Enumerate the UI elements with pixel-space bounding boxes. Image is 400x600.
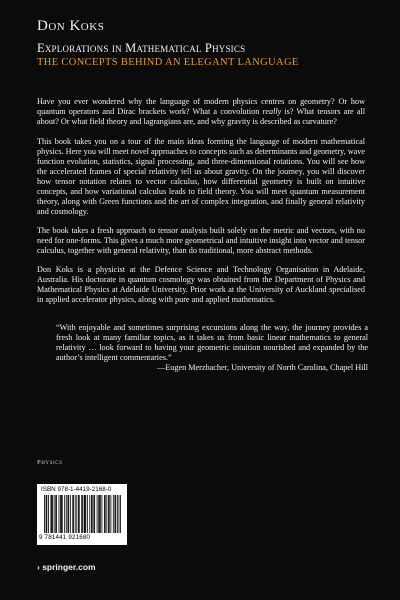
barcode-bar [51, 495, 52, 533]
barcode-bar [52, 495, 53, 533]
barcode-bar [46, 495, 47, 533]
barcode-bar [60, 495, 61, 533]
barcode-bar [99, 495, 100, 533]
barcode-bar [115, 495, 116, 533]
barcode-bar [89, 495, 90, 533]
barcode-bar [87, 495, 88, 533]
barcode-bar [98, 495, 99, 533]
barcode-bar [102, 495, 103, 533]
barcode-bar [115, 495, 116, 533]
barcode-bar [66, 495, 67, 533]
barcode-bar [85, 495, 86, 533]
barcode-bars [44, 495, 121, 533]
barcode-bar [105, 495, 106, 533]
review-attribution: —Eugen Merzbacher, University of North Carolina, Chapel Hill [157, 363, 368, 372]
barcode-bar [70, 495, 71, 533]
barcode-bar [81, 495, 82, 533]
barcode-bar [44, 495, 45, 533]
barcode-bar [119, 495, 120, 533]
barcode-bar [56, 495, 57, 533]
barcode-bar [79, 495, 80, 533]
barcode-bar [108, 495, 109, 533]
barcode-bar [104, 495, 105, 533]
barcode-bar [110, 495, 111, 533]
barcode-bar [61, 495, 62, 533]
barcode-bar [94, 495, 95, 533]
barcode-bar [84, 495, 85, 533]
barcode-bar [113, 495, 114, 533]
barcode-bar [48, 495, 49, 533]
barcode-bar [100, 495, 101, 533]
barcode-bar [50, 495, 51, 533]
barcode-bar [92, 495, 93, 533]
barcode-digits: 9 781441 921680 [39, 534, 91, 541]
book-title: Explorations in Mathematical Physics [37, 41, 246, 55]
barcode-bar [85, 495, 86, 533]
barcode-bar [68, 495, 69, 533]
emphasis-really: really [262, 107, 282, 116]
barcode-bar [76, 495, 77, 533]
barcode-bar [93, 495, 94, 533]
barcode-bar [75, 495, 76, 533]
isbn-label: ISBN 978-1-4419-2168-0 [41, 486, 112, 493]
blurb-paragraph-intro: Have you ever wondered why the language of modern physics centres on geometry? Or how quantum operators and Dirac brackets work? What a convolution really is? What tensors are all about? Or what field theory and lagrangians are, and why gravity is described as curvature? [37, 97, 365, 126]
barcode-bar [106, 495, 107, 533]
publisher-link[interactable]: › springer.com [37, 562, 96, 572]
barcode-bar [91, 495, 92, 533]
barcode-bar [73, 495, 74, 533]
barcode-bar [120, 495, 121, 533]
category-label: Physics [37, 459, 63, 466]
barcode-bar [62, 495, 63, 533]
author-bio: Don Koks is a physicist at the Defence Science and Technology Organisation in Adelaide, Australia. His doctorate in quantum cosmology was obtained from the Department of Physics and Mathematical Physics at Adelaide University. Prior work at the University of Auckland specialised in applied accelerator physics, along with pure and applied mathematics. [37, 265, 365, 304]
blurb [37, 97, 368, 373]
barcode-bar [59, 495, 60, 533]
barcode-bar [82, 495, 83, 533]
barcode-bar [97, 495, 98, 533]
barcode-bar [54, 495, 55, 533]
barcode-bar [109, 495, 110, 533]
blurb-paragraph-tensors: The book takes a fresh approach to tensor analysis built solely on the metric and vectors, with no need for one-forms. This gives a much more geometrical and intuitive insight into vector and tensor calculus, together with general relativity, than do traditional, more abstract methods. [37, 226, 365, 255]
barcode-bar [46, 495, 47, 533]
book-subtitle: THE CONCEPTS BEHIND AN ELEGANT LANGUAGE [37, 57, 299, 68]
barcode-bar [72, 495, 73, 533]
barcode-bar [117, 495, 118, 533]
barcode-bar [64, 495, 65, 533]
barcode-bar [78, 495, 79, 533]
author-name: Don Koks [37, 18, 105, 34]
barcode-bar [55, 495, 56, 533]
barcode [37, 484, 127, 545]
review-quote: “With enjoyable and sometimes surprising excursions along the way, the journey provides a fresh look at many familiar topics, as it takes us from basic linear mathematics to general relativity … look forward to having your geometric intuition nourished and expanded by the author’s intelligent commentaries.” [56, 323, 368, 362]
blurb-paragraph-tour: This book takes you on a tour of the main ideas forming the language of modern mathematical physics. Here you will meet novel approaches to concepts such as determinants and geometry, wave function evolution, statistics, signal processing, and three-dimensional rotations. You will see how the accelerated frames of special relativity tell us about gravity. On the journey, you will discover how tensor notation relates to vector calculus, how differential geometry is built on intuitive concepts, and how variational calculus leads to field theory. You will meet quantum measurement theory, along with Green functions and the art of complex integration, and finally general relativity and cosmology. [37, 137, 365, 216]
barcode-bar [68, 495, 69, 533]
